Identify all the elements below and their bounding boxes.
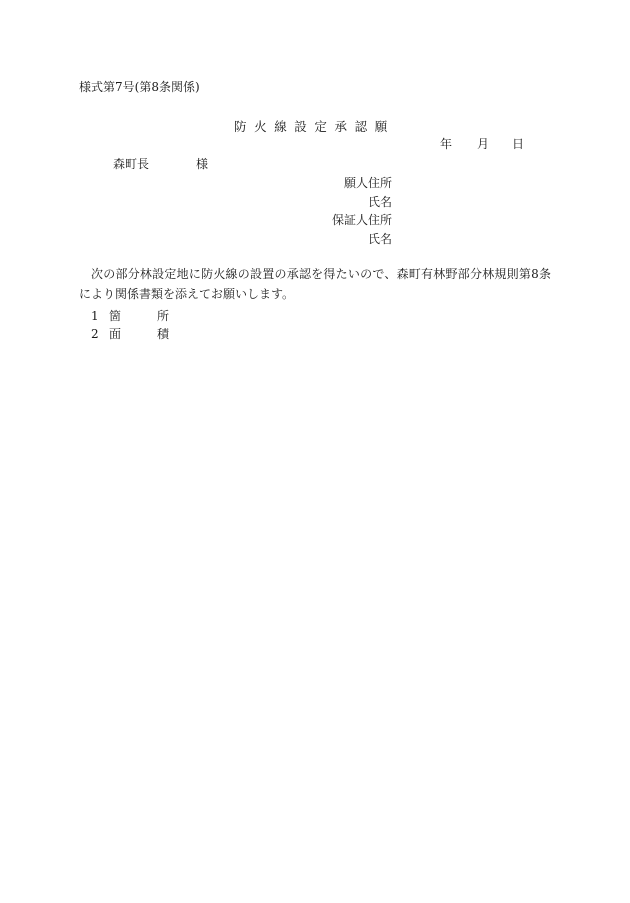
applicant-name-label: 氏名 xyxy=(367,195,392,209)
item-number: 1 xyxy=(91,309,99,323)
list-item-area xyxy=(91,328,169,340)
guarantor-address-label: 保証人住所 xyxy=(331,213,392,227)
addressee-honorific: 様 xyxy=(196,157,209,171)
date-month-label: 月 xyxy=(477,137,490,151)
item-label-first: 面 xyxy=(109,327,122,341)
date-day-label: 日 xyxy=(512,137,525,151)
guarantor-name-label: 氏名 xyxy=(367,232,392,246)
body-paragraph: 次の部分林設定地に防火線の設置の承認を得たいので、森町有林野部分林規則第8条により関係書類を添えてお願いします。 xyxy=(79,267,551,301)
item-label-second: 所 xyxy=(157,309,170,323)
item-label-first: 箇 xyxy=(109,309,122,323)
item-label-second: 積 xyxy=(157,327,170,341)
addressee-name: 森町長 xyxy=(113,157,150,171)
date-year-label: 年 xyxy=(440,137,453,151)
applicant-address-label: 願人住所 xyxy=(343,176,392,190)
item-number: 2 xyxy=(91,327,99,341)
form-number: 様式第7号(第8条関係) xyxy=(79,80,200,94)
list-item-location xyxy=(91,310,169,322)
document-title: 防火線設定承認願 xyxy=(234,119,395,134)
